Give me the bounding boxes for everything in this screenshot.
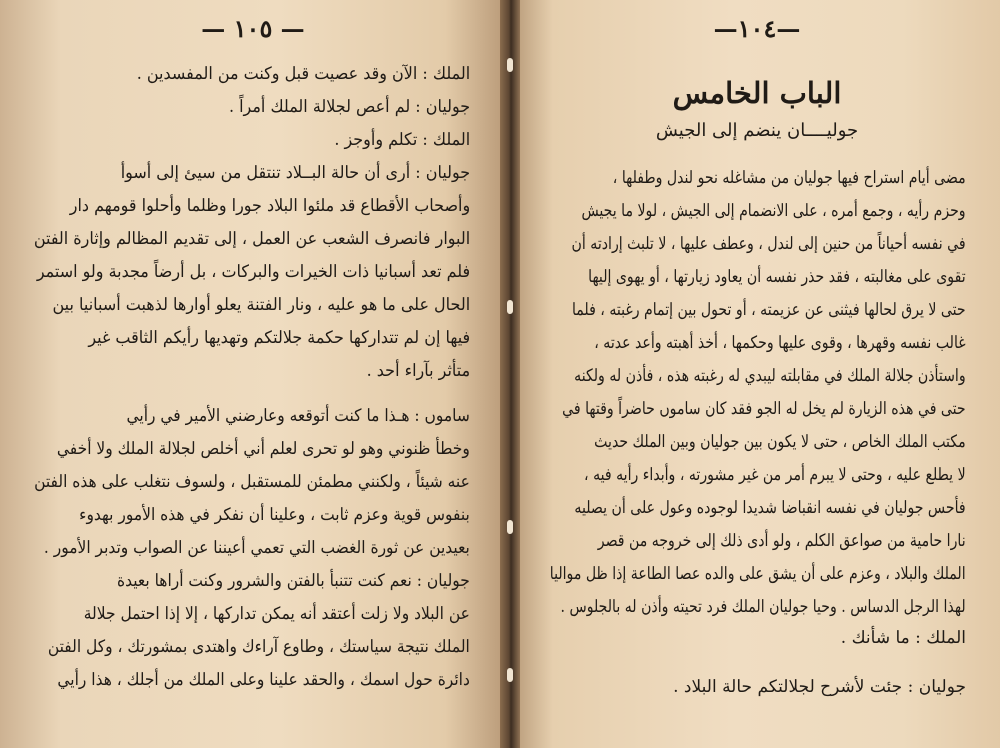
text-line: مكتب الملك الخاص ، حتى لا يكون بين جوليان وبين الملك حديث (594, 432, 966, 452)
left-page-number: — ١٠٥ — (201, 14, 305, 43)
right-page (514, 0, 1000, 748)
right-page-number: —١٠٤— (713, 14, 801, 43)
text-line: دائرة حول اسمك ، والحقد علينا وعلى الملك من أجلك ، هذا رأيي (57, 670, 470, 690)
text-line: ساموں : هـذا ما كنت أتوقعه وعارضني الأمير في رأيي (126, 406, 470, 426)
chapter-title: الباب الخامس (672, 76, 842, 110)
left-text-block-1 (34, 58, 470, 388)
text-line: وحزم رأيه ، وجمع أمره ، على الانضمام إلى الجيش ، لولا ما يجيش (581, 201, 966, 221)
text-line: نارا حامية من صواعق الكلم ، ولو أدى ذلك إلى خروجه من قصر (598, 531, 966, 551)
text-line: الملك والبلاد ، وعزم على أن يشق على والده عصا الطاعة إذا ظل مواليا (550, 564, 966, 584)
text-line: فيها إن لم تتدارکها حکمة جلالتکم وتهديها رأيکم الثاقب غير (88, 328, 470, 348)
text-line: جوليان : أرى أن حالة البــلاد تنتقل من سيئ إلى أسوأ (120, 163, 470, 183)
text-line: وأصحاب الأقطاع قد ملئوا البلاد جورا وظلما وأحلوا قومهم دار (69, 196, 470, 216)
text-line: الملك : ما شأنك . (840, 628, 966, 648)
text-line: البوار فانصرف الشعب عن العمل ، إلى تقديم المظالم وإثارة الفتن (33, 229, 470, 249)
text-line: متأثر بآراء أحد . (366, 361, 470, 381)
text-line: عنه شيئاً ، ولكنني مطمئن للمستقبل ، ولسوف نتغلب على هذه الفتن (34, 472, 470, 492)
text-line: حتى لا يرق لحالها فيثنى عن عزيمته ، أو تحول بين إتمام رغبته ، فلما (572, 300, 966, 320)
binding-stitch (507, 300, 513, 314)
text-line: الملك نتيجة سياستك ، وطاوع آراءك واهتدى بمشورتك ، وكل الفتن (47, 637, 470, 657)
text-line: فأحس جوليان في نفسه انقباضا شديدا لوجوده وعول على أن يصليه (574, 498, 966, 518)
binding-stitch (507, 668, 513, 682)
binding-stitch (507, 58, 513, 72)
right-text-block-1 (550, 162, 966, 624)
text-line: لهذا الرجل الدساس . وحيا جوليان الملك فرد تحيته وأذن له بالجلوس . (560, 597, 966, 617)
text-line: حتى في هذه الزيارة لم يخل له الجو فقد كان ساموں حاضراً وقتها في (562, 399, 966, 419)
text-line: بعيدين عن ثورة الغضب التي تعمي أعيننا عن الصواب وتدبر الأمور . (44, 538, 470, 558)
text-line: بنفوس قوية وعزم ثابت ، وعلينا أن نفكر في هذه الأمور بهدوء (79, 505, 470, 525)
text-line: تقوى على مغالبته ، فقد حذر نفسه أن يعاود زيارتها ، أو يهوى إليها (588, 267, 966, 287)
text-line: في نفسه أحياناً من حنين إلى لندل ، وعطف عليها ، لا تلبث إرادته أن (571, 234, 966, 254)
text-line: الملك : الآن وقد عصيت قبل وكنت من المفسدين . (136, 64, 470, 84)
text-line: عن البلاد ولا زلت أعتقد أنه يمكن تداركها ، إلا إذا احتمل جلالة (83, 604, 470, 624)
text-line: مضى أيام استراح فيها جوليان من مشاغله نحو لندل وطفلها ، (613, 168, 966, 188)
right-text-block-2 (673, 622, 966, 704)
text-line: واستأذن جلالة الملك في مقابلته ليبدي له رغبته هذه ، فأذن له ولكنه (574, 366, 966, 386)
text-line: وخطأ ظنوني وهو لو تحرى لعلم أني أخلص لجلالة الملك ولا أخفي (57, 439, 470, 459)
text-line: الحال على ما هو عليه ، ونار الفتنة يعلو أوارها لذهبت أسبانيا بين (52, 295, 470, 315)
text-line: جوليان : لم أعص لجلالة الملك أمراً . (228, 97, 470, 117)
text-line: غالب نفسه وقهرها ، وقوى عليها وحكمها ، أخذ أهبته وأعد عدته ، (594, 333, 966, 353)
text-line: جوليان : جئت لأشرح لجلالتكم حالة البلاد . (673, 677, 966, 697)
binding-stitch (507, 520, 513, 534)
book-gutter (500, 0, 520, 748)
text-line: فلم تعد أسبانيا ذات الخيرات والبركات ، بل أرضاً مجدبة ولو استمر (36, 262, 470, 282)
chapter-subtitle: جوليــــان ينضم إلى الجيش (655, 120, 859, 141)
left-text-block-2 (34, 400, 470, 697)
text-line: جوليان : نعم كنت تتنبأ بالفتن والشرور وكنت أراها بعيدة (117, 571, 470, 591)
text-line: الملك : تكلم وأوجز . (334, 130, 470, 150)
text-line: لا يطلع عليه ، وحتى لا يبرم أمر من غير مشورته ، وأبداء رأيه فيه ، (584, 465, 966, 485)
